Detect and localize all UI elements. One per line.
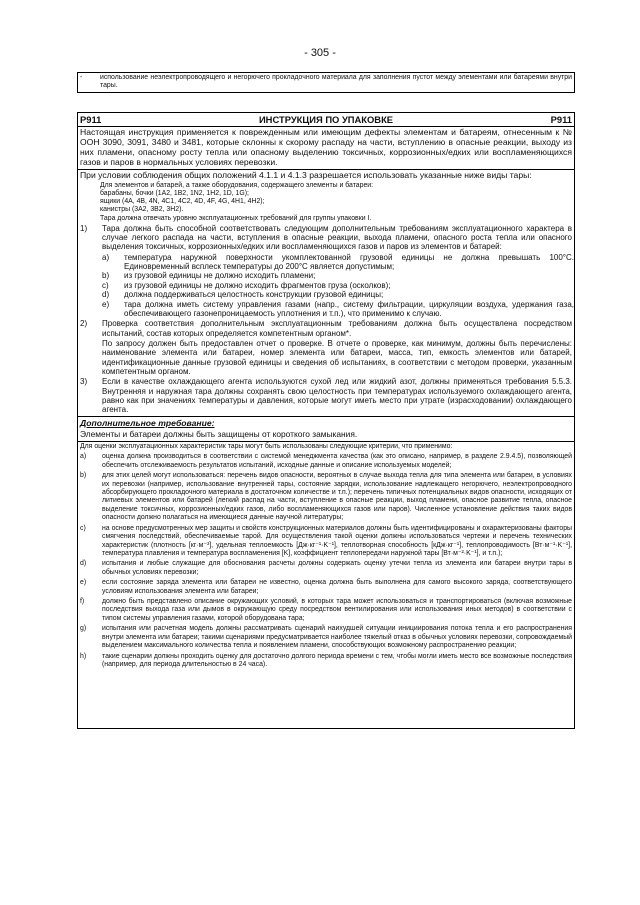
packaging-line: барабаны, бочки (1A2, 1B2, 1N2, 1H2, 1D, 1G);: [100, 190, 249, 198]
packaging-line: ящики (4A, 4B, 4N, 4C1, 4C2, 4D, 4F, 4G, 4H1, 4H2);: [100, 198, 265, 206]
item-number: 3): [80, 377, 88, 387]
numbered-item-1: [78, 223, 574, 253]
sub-item-mark: b): [102, 271, 110, 281]
criterion-text: должно быть представлено описание окружающих условий, в которых тара может использоваться и транспортироваться (включая возможные последствия выхода газа или дымов в окружающую среду посредством вентилирования или использования иных методов) в соответствии с типом системы управления газами, которой оборудована тара;: [102, 598, 572, 622]
criterion-b: [78, 471, 574, 524]
criterion-text: если состояние заряда элемента или батареи не известно, оценка должна быть выполнена для самого высокого заряда, соответствующего условиям использования элемента или батареи;: [102, 579, 572, 595]
criterion-g: [78, 624, 574, 651]
item-number: 2): [80, 319, 88, 329]
item-number: 1): [80, 223, 88, 233]
table-empty-space: [78, 670, 574, 728]
conditions-text: При условии соблюдения общих положений 4.1.1 и 4.1.3 разрешается использовать указанные ниже виды тары:: [80, 169, 532, 180]
criterion-h: [78, 652, 574, 671]
additional-requirement-text: Элементы и батареи должны быть защищены от короткого замыкания.: [80, 428, 358, 439]
item-text: Тара должна быть способной соответствовать следующим дополнительным требованиям эксплуатационного характера в случае легкого распада на части, вступления в опасные реакции, выхода пламени, опасного роста тепла или опасного выделения токсичных, коррозионных/едких или воспламеняющихся газов и паров из элементов и батарей:: [102, 223, 572, 252]
numbered-item-2: [78, 318, 574, 339]
sub-item-text: из грузовой единицы не должно исходить фрагментов груза (осколков);: [124, 280, 391, 290]
instruction-header: [78, 113, 574, 126]
criterion-text: испытания или расчетная модель должны рассматривать сценарий наихудшей ситуации инициирования потока тепла и его распространения внутри элемента или батареи; такими сценариями предусматривается наиболее тяжелый отказ в обычных условиях перевозки, сопровождаемый выделением максимального количества тепла и появлением пламени, способствующих возможному распространению реакции;: [102, 625, 573, 650]
sub-item-a: [78, 253, 574, 272]
page-number: - 305 -: [304, 47, 336, 59]
criterion-mark: b): [80, 472, 87, 480]
instruction-code-right: P911: [550, 114, 572, 125]
packaging-line: Тара должна отвечать уровню эксплуатационных требований для группы упаковки I.: [100, 214, 372, 222]
criterion-mark: a): [80, 453, 87, 461]
criteria-intro: [78, 442, 574, 452]
list-marker: -: [80, 74, 83, 81]
criterion-f: [78, 597, 574, 624]
sub-item-text: температура наружной поверхности укомплектованной грузовой единицы не должна превышать 100°C. Единовременный всплеск температуры до 200°C является допустимым;: [124, 252, 574, 272]
sub-item-text: из грузовой единицы не должно исходить пламени;: [124, 271, 316, 281]
packaging-list: [78, 182, 574, 223]
sub-item-b: [78, 271, 574, 280]
instruction-code-left: P911: [80, 114, 102, 125]
criterion-c: [78, 524, 574, 560]
numbered-item-3: [78, 376, 574, 415]
criteria-intro-text: Для оценки эксплуатационных характеристик тары могут быть использованы следующие критерии, что применимо:: [80, 442, 453, 450]
sub-item-text: тара должна иметь систему управления газами (напр., систему фильтрации, циркуляции воздуха, удержания газа, обеспечивающего газонепроницаемость уплотнения и т.п.), что применимо к случаю.: [124, 299, 574, 318]
criterion-text: на основе предусмотренных мер защиты и свойств конструкционных материалов должны быть идентифицированы и охарактеризованы факторы смягчения последствий, обеспечиваемые тарой. Для осуществления такой оценки должны использоваться чертежи и перечень технических характеристик (плотность [кг·м⁻³], удельная теплоемкость [Дж·кг⁻¹·K⁻¹], теплотворная способность [кДж·кг⁻¹], теплопроводимость [Вт·м⁻¹·K⁻¹], температура плавления и температура воспламенения [K], коэффициент теплопередачи наружной тары [Вт·м⁻²·K⁻¹], и т.п.);: [102, 524, 572, 557]
criterion-mark: h): [80, 652, 87, 660]
sub-item-e: [78, 300, 574, 319]
criterion-d: [78, 559, 574, 578]
instruction-intro: Настоящая инструкция применяется к поврежденным или имеющим дефекты элементам и батареям, отнесенным к № ООН 3090, 3091, 3480 и 3481, которые склонны к скорому распаду на части, вступлению в опасные реакции, выходу из них пламени, опасному росту тепла или опасному выделению токсичных, коррозионных/едких или воспламеняющихся газов и паров в нормальных условиях перевозки.: [80, 127, 572, 167]
previous-item-box: [77, 72, 575, 93]
criterion-mark: f): [80, 598, 85, 606]
criterion-mark: d): [80, 560, 87, 568]
sub-item-c: [78, 281, 574, 290]
criterion-a: [78, 452, 574, 471]
sub-item-mark: c): [102, 280, 109, 290]
packaging-line: канистры (3A2, 3B2, 3H2).: [100, 206, 184, 214]
criterion-mark: g): [80, 625, 87, 633]
sub-item-text: должна поддерживаться целостность конструкции грузовой единицы;: [124, 290, 384, 300]
criterion-mark: e): [80, 579, 87, 587]
criterion-mark: c): [80, 524, 86, 532]
previous-item-text: использование неэлектропроводящего и негорючего прокладочного материала для заполнения пустот между элементами или батареями внутри тары.: [100, 74, 572, 90]
sub-item-mark: d): [102, 290, 110, 300]
sub-item-mark: a): [102, 252, 110, 262]
instruction-title: ИНСТРУКЦИЯ ПО УПАКОВКЕ: [258, 114, 394, 125]
criterion-text: для этих целей могут использоваться: перечень видов опасности, вероятных в случае выхода тепла для типа элемента или батареи, в условиях их перевозки (например, использование внутренней тары, состояние зарядки, использование надлежащего негорючего, неэлектропроводного абсорбирующего прокладочного материала в достаточном количестве и т.п.); перечень типичных потенциальных видов опасности, исходящих от литиевых элементов или батарей (легкий распад на части, вступление в опасные реакции, выход пламени, опасное развитие тепла, опасное выделение токсичных, коррозионных/едких газов, либо воспламеняющихся газов или паров). Численное установление действия таких видов опасности должно полагаться на имеющиеся данные научной литературы;: [102, 472, 572, 522]
criterion-text: оценка должна производиться в соответствии с системой менеджмента качества (как это описано, например, в разделе 2.9.4.5), позволяющей обеспечить отслеживаемость результатов испытаний, исходные данные и описание используемых моделей;: [102, 453, 572, 469]
previous-item-row: [78, 73, 574, 92]
sub-item-d: [78, 290, 574, 299]
additional-requirement-title: Дополнительное требование:: [80, 417, 215, 428]
item-text: Проверка соответствия дополнительным эксплуатационным требованиям должна быть осуществлена посредством испытаний, состав которых определяется компетентным органом*.: [102, 319, 572, 338]
criterion-text: такие сценарии должны проходить оценку для достаточно долгого периода времени с тем, чтобы могли иметь место все возможные последствия (например, для периода длительностью в 24 часа).: [102, 652, 572, 668]
criterion-text: испытания и любые служащие для обоснования расчеты должны содержать оценку утечки тепла из элемента или батареи внутри тары в обычных условиях перевозки;: [102, 560, 572, 576]
packaging-line: Для элементов и батарей, а также оборудования, содержащего элементы и батареи:: [100, 181, 374, 189]
item-2-report: По запросу должен быть предоставлен отчет о проверке. В отчете о проверке, как минимум, должны быть перечислены: наименование элемента или батареи, номер элемента или батареи, масса, тип, емкость элементов или батарей, идентификационные данные грузовой единицы и сведения об испытаниях, в соответствии с методом проверки, указанным компетентным органом.: [102, 338, 572, 377]
criterion-e: [78, 578, 574, 597]
sub-item-mark: e): [102, 299, 110, 309]
instruction-table: [77, 112, 575, 729]
item-text: Если в качестве охлаждающего агента используются сухой лед или жидкий азот, должны применяться требования 5.5.3. Внутренняя и наружная тара должны сохранять свою целостность при температурах используемого охлаждающего агента, равно как при значениях температуры и давления, которые могут иметь место при утрате (израсходовании) охлаждающего агента.: [102, 377, 572, 415]
